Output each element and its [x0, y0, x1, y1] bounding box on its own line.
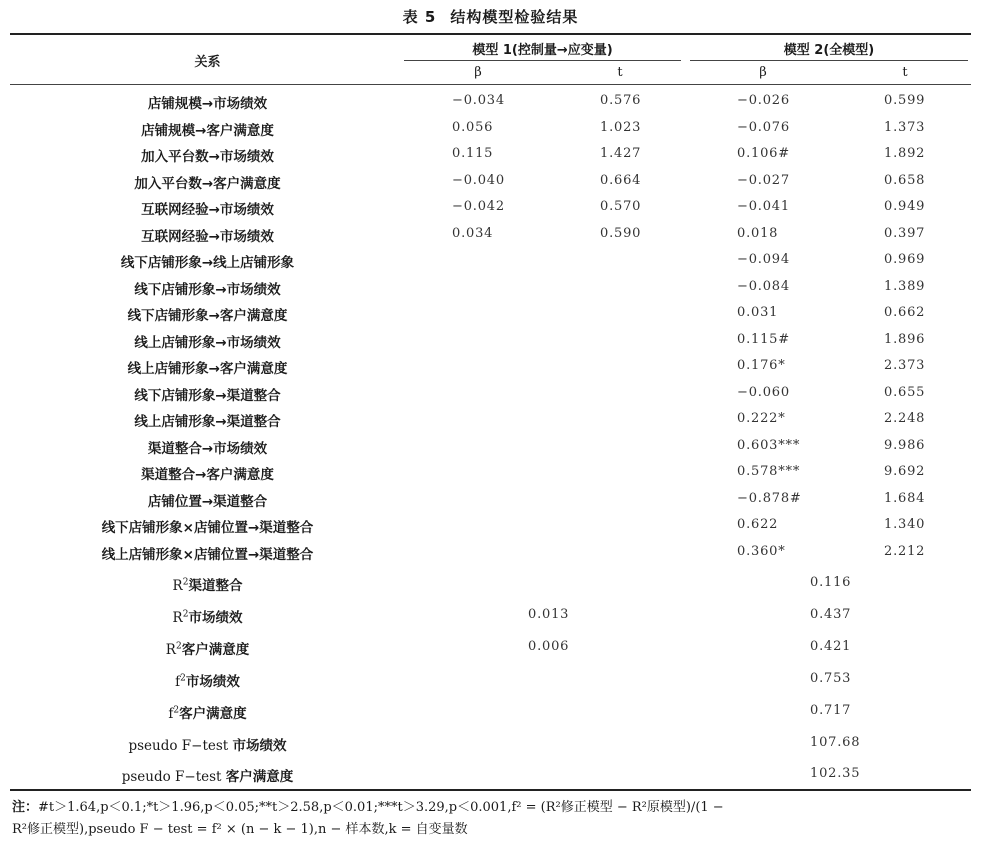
stat-superscript: 2	[182, 609, 189, 620]
note-line-1	[12, 797, 974, 819]
stat-row	[0, 632, 981, 662]
stat-label	[10, 765, 405, 785]
stat-name: 市场绩效	[188, 609, 243, 626]
model2-t-cell: 9.986	[884, 437, 926, 453]
model2-beta-cell: 0.578***	[737, 464, 801, 479]
model2-beta-cell: −0.878#	[737, 490, 802, 506]
table-row	[0, 486, 981, 512]
relation-cell: 线下店铺形象→线上店铺形象	[120, 255, 295, 271]
stat-label	[10, 702, 405, 722]
relation-cell: 线上店铺形象×店铺位置→渠道整合	[101, 546, 314, 563]
relation-cell: 互联网经验→市场绩效	[141, 228, 274, 245]
stat-model2-value: 107.68	[810, 734, 861, 750]
header-model2-beta: β	[759, 65, 767, 80]
table-row	[0, 88, 981, 114]
table-row	[0, 115, 981, 141]
model2-t-cell: 1.896	[884, 331, 926, 347]
stat-row	[0, 568, 981, 598]
relation-cell: 线下店铺形象→市场绩效	[134, 281, 281, 298]
table-row	[0, 274, 981, 300]
stat-superscript: 2	[175, 641, 182, 652]
stat-row	[0, 728, 981, 758]
table-title	[0, 6, 981, 27]
table-row	[0, 406, 981, 432]
stat-row	[0, 664, 981, 694]
relation-cell: 线下店铺形象×店铺位置→渠道整合	[101, 520, 314, 536]
stat-name: 客户满意度	[225, 769, 294, 786]
table-row	[0, 141, 981, 167]
stat-name: 市场绩效	[185, 673, 240, 690]
stat-prefix: f	[175, 673, 181, 690]
model1-t-cell: 1.427	[600, 146, 642, 161]
stat-superscript: 2	[173, 705, 180, 716]
note-text-1: #t＞1.64,p＜0.1;*t＞1.96,p＜0.05;**t＞2.58,p＜0.01;***t＞3.29,p＜0.001,f² = (R²修正模型 − R²原模型)/(1 −	[38, 800, 724, 815]
model2-t-cell: 0.397	[884, 225, 926, 241]
stat-superscript: 2	[180, 673, 186, 684]
model1-rule	[404, 60, 681, 61]
model1-t-cell: 0.576	[600, 93, 642, 108]
stat-name: 渠道整合	[188, 578, 243, 594]
relation-cell: 渠道整合→客户满意度	[141, 467, 274, 483]
stat-model2-value: 102.35	[810, 766, 861, 782]
model2-beta-cell: 0.176*	[737, 358, 786, 373]
model2-t-cell: 1.340	[884, 517, 926, 532]
header-relation: 关系	[194, 55, 221, 70]
relation-cell: 店铺规模→市场绩效	[147, 96, 268, 112]
model2-beta-cell: −0.076	[737, 119, 790, 135]
model2-t-cell: 0.662	[884, 305, 926, 320]
table-row	[0, 539, 981, 565]
note-text-2: R²修正模型),pseudo F − test = f² × (n − k − 1),n − 样本数,k = 自变量数	[12, 822, 468, 837]
header-model1-t: t	[617, 65, 623, 80]
model1-t-cell: 1.023	[600, 119, 642, 135]
stat-row	[0, 759, 981, 789]
top-rule	[10, 33, 971, 35]
model2-t-cell: 9.692	[884, 464, 926, 479]
stat-model2-value: 0.717	[810, 702, 852, 718]
model2-t-cell: 0.949	[884, 199, 926, 214]
stat-label	[10, 638, 405, 658]
model2-t-cell: 1.684	[884, 490, 926, 506]
table-caption: 结构模型检验结果	[450, 8, 579, 26]
table-row	[0, 247, 981, 273]
stat-name: 市场绩效	[232, 737, 287, 754]
stat-prefix: pseudo F−test	[121, 769, 226, 786]
relation-cell: 线上店铺形象→渠道整合	[134, 414, 281, 430]
model2-beta-cell: 0.106#	[737, 146, 790, 161]
model2-beta-cell: 0.622	[737, 517, 779, 532]
header-model1-beta: β	[474, 65, 482, 80]
stat-prefix: pseudo F−test	[128, 737, 233, 754]
table-row	[0, 300, 981, 326]
model2-beta-cell: 0.603***	[737, 437, 801, 453]
model2-t-cell: 0.969	[884, 252, 926, 267]
relation-cell: 线上店铺形象→市场绩效	[134, 334, 281, 351]
stat-name: 客户满意度	[181, 641, 250, 658]
relation-cell: 线上店铺形象→客户满意度	[127, 361, 288, 377]
stat-model2-value: 0.437	[810, 606, 852, 622]
stat-label	[10, 734, 405, 754]
stat-label	[10, 574, 405, 594]
relation-cell: 互联网经验→市场绩效	[141, 202, 274, 218]
table-row	[0, 433, 981, 459]
relation-cell: 线下店铺形象→渠道整合	[134, 387, 281, 404]
table-row	[0, 353, 981, 379]
model2-t-cell: 0.655	[884, 384, 926, 400]
model1-beta-cell: −0.040	[452, 172, 505, 188]
table-row	[0, 327, 981, 353]
model2-t-cell: 2.212	[884, 543, 926, 559]
table-row	[0, 512, 981, 538]
model1-beta-cell: −0.042	[452, 199, 505, 214]
stat-prefix: R	[165, 641, 176, 658]
stat-prefix: f	[168, 705, 174, 722]
model1-beta-cell: −0.034	[452, 93, 505, 108]
model2-t-cell: 1.892	[884, 146, 926, 161]
model2-beta-cell: −0.041	[737, 199, 790, 214]
relation-cell: 店铺规模→客户满意度	[141, 122, 274, 139]
header-model2-t: t	[902, 65, 908, 80]
stat-prefix: R	[172, 578, 183, 594]
stat-row	[0, 696, 981, 726]
relation-cell: 加入平台数→客户满意度	[134, 175, 281, 192]
note-lead: 注：	[12, 800, 39, 815]
header-model1: 模型 1(控制量→应变量)	[472, 43, 613, 58]
stat-model1-value: 0.006	[528, 638, 570, 654]
table-row	[0, 380, 981, 406]
model1-beta-cell: 0.056	[452, 119, 494, 135]
table-row	[0, 221, 981, 247]
stat-row	[0, 600, 981, 630]
relation-cell: 线下店铺形象→客户满意度	[127, 308, 288, 324]
table-row	[0, 459, 981, 485]
header-model2: 模型 2(全模型)	[783, 43, 875, 58]
model2-rule	[690, 60, 968, 61]
stat-label	[10, 606, 405, 626]
model1-beta-cell: 0.034	[452, 225, 494, 241]
stat-superscript: 2	[182, 577, 189, 588]
table-row	[0, 194, 981, 220]
model2-beta-cell: 0.031	[737, 305, 779, 320]
stat-name: 客户满意度	[179, 705, 247, 722]
model2-beta-cell: −0.027	[737, 172, 790, 188]
table-note	[12, 797, 974, 841]
model2-t-cell: 0.658	[884, 172, 926, 188]
model2-beta-cell: 0.222*	[737, 411, 786, 426]
stat-model2-value: 0.753	[810, 670, 852, 686]
model2-beta-cell: −0.060	[737, 384, 790, 400]
model2-t-cell: 0.599	[884, 93, 926, 108]
model2-t-cell: 1.389	[884, 278, 926, 294]
model2-t-cell: 2.248	[884, 411, 926, 426]
model2-beta-cell: 0.360*	[737, 543, 786, 559]
stat-model2-value: 0.116	[810, 575, 852, 590]
model2-t-cell: 2.373	[884, 358, 926, 373]
stat-prefix: R	[172, 609, 183, 626]
model2-beta-cell: 0.115#	[737, 331, 790, 347]
model1-beta-cell: 0.115	[452, 146, 494, 161]
model1-t-cell: 0.664	[600, 172, 642, 188]
model2-beta-cell: −0.094	[737, 252, 790, 267]
model1-t-cell: 0.570	[600, 199, 642, 214]
stat-model2-value: 0.421	[810, 638, 852, 654]
bottom-rule	[10, 789, 971, 791]
relation-cell: 加入平台数→市场绩效	[141, 149, 274, 165]
stat-model1-value: 0.013	[528, 606, 570, 622]
relation-cell: 店铺位置→渠道整合	[147, 493, 268, 510]
header-rule	[10, 84, 971, 85]
relation-cell: 渠道整合→市场绩效	[147, 440, 268, 457]
model1-t-cell: 0.590	[600, 225, 642, 241]
model2-beta-cell: −0.026	[737, 93, 790, 108]
model2-t-cell: 1.373	[884, 119, 926, 135]
model2-beta-cell: −0.084	[737, 278, 790, 294]
table-number: 表 5	[402, 8, 437, 26]
table-row	[0, 168, 981, 194]
model2-beta-cell: 0.018	[737, 225, 779, 241]
stat-label	[10, 670, 405, 690]
